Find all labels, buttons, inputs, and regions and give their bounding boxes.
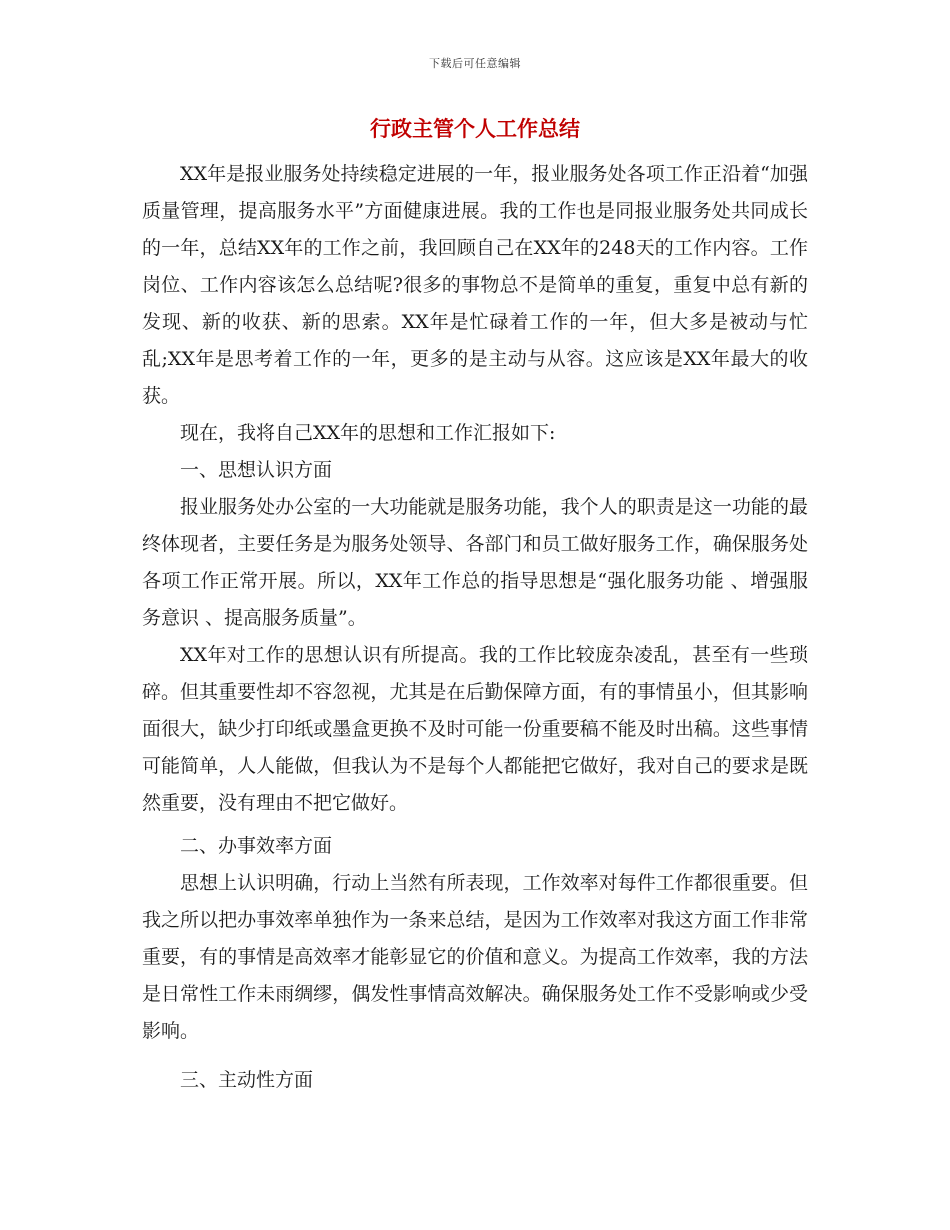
header-note: 下载后可任意编辑 [429, 57, 521, 70]
section-heading-thinking: 一、思想认识方面 [180, 459, 333, 481]
paragraph-efficiency: 思想上认识明确，行动上当然有所表现，工作效率对每件工作都很重要。但我之所以把办事效率单独作为一条来总结，是因为工作效率对我这方面工作非常重要，有的事情是高效率才能彰显它的价值和意义。为提高工作效率，我的方法是日常性工作未雨绸缪，偶发性事情高效解决。确保服务处工作不受影响或少受影响。 [142, 872, 808, 1042]
document-body [142, 156, 808, 1099]
paragraph-report-lead: 现在，我将自己XX年的思想和工作汇报如下: [180, 422, 556, 444]
document-title: 行政主管个人工作总结 [370, 117, 580, 141]
section-heading-initiative: 三、主动性方面 [180, 1069, 314, 1091]
section-heading-efficiency: 二、办事效率方面 [180, 835, 333, 857]
paragraph-understanding: XX年对工作的思想认识有所提高。我的工作比较庞杂凌乱，甚至有一些琐碎。但其重要性却不容忽视，尤其是在后勤保障方面，有的事情虽小，但其影响面很大，缺少打印纸或墨盒更换不及时可能一份重要稿不能及时出稿。这些事情可能简单，人人能做，但我认为不是每个人都能把它做好，我对自己的要求是既然重要，没有理由不把它做好。 [142, 644, 808, 814]
paragraph-service-function: 报业服务处办公室的一大功能就是服务功能，我个人的职责是这一功能的最终体现者，主要任务是为服务处领导、各部门和员工做好服务工作，确保服务处各项工作正常开展。所以，XX年工作总的指导思想是“强化服务功能 、增强服务意识 、提高服务质量”。 [142, 496, 808, 629]
paragraph-intro: XX年是报业服务处持续稳定进展的一年，报业服务处各项工作正沿着“加强质量管理，提高服务水平”方面健康进展。我的工作也是同报业服务处共同成长的一年，总结XX年的工作之前，我回顾自己在XX年的248天的工作内容。工作岗位、工作内容该怎么总结呢?很多的事物总不是简单的重复，重复中总有新的发现、新的收获、新的思索。XX年是忙碌着工作的一年，但大多是被动与忙乱;XX年是思考着工作的一年，更多的是主动与从容。这应该是XX年最大的收获。 [142, 163, 808, 407]
